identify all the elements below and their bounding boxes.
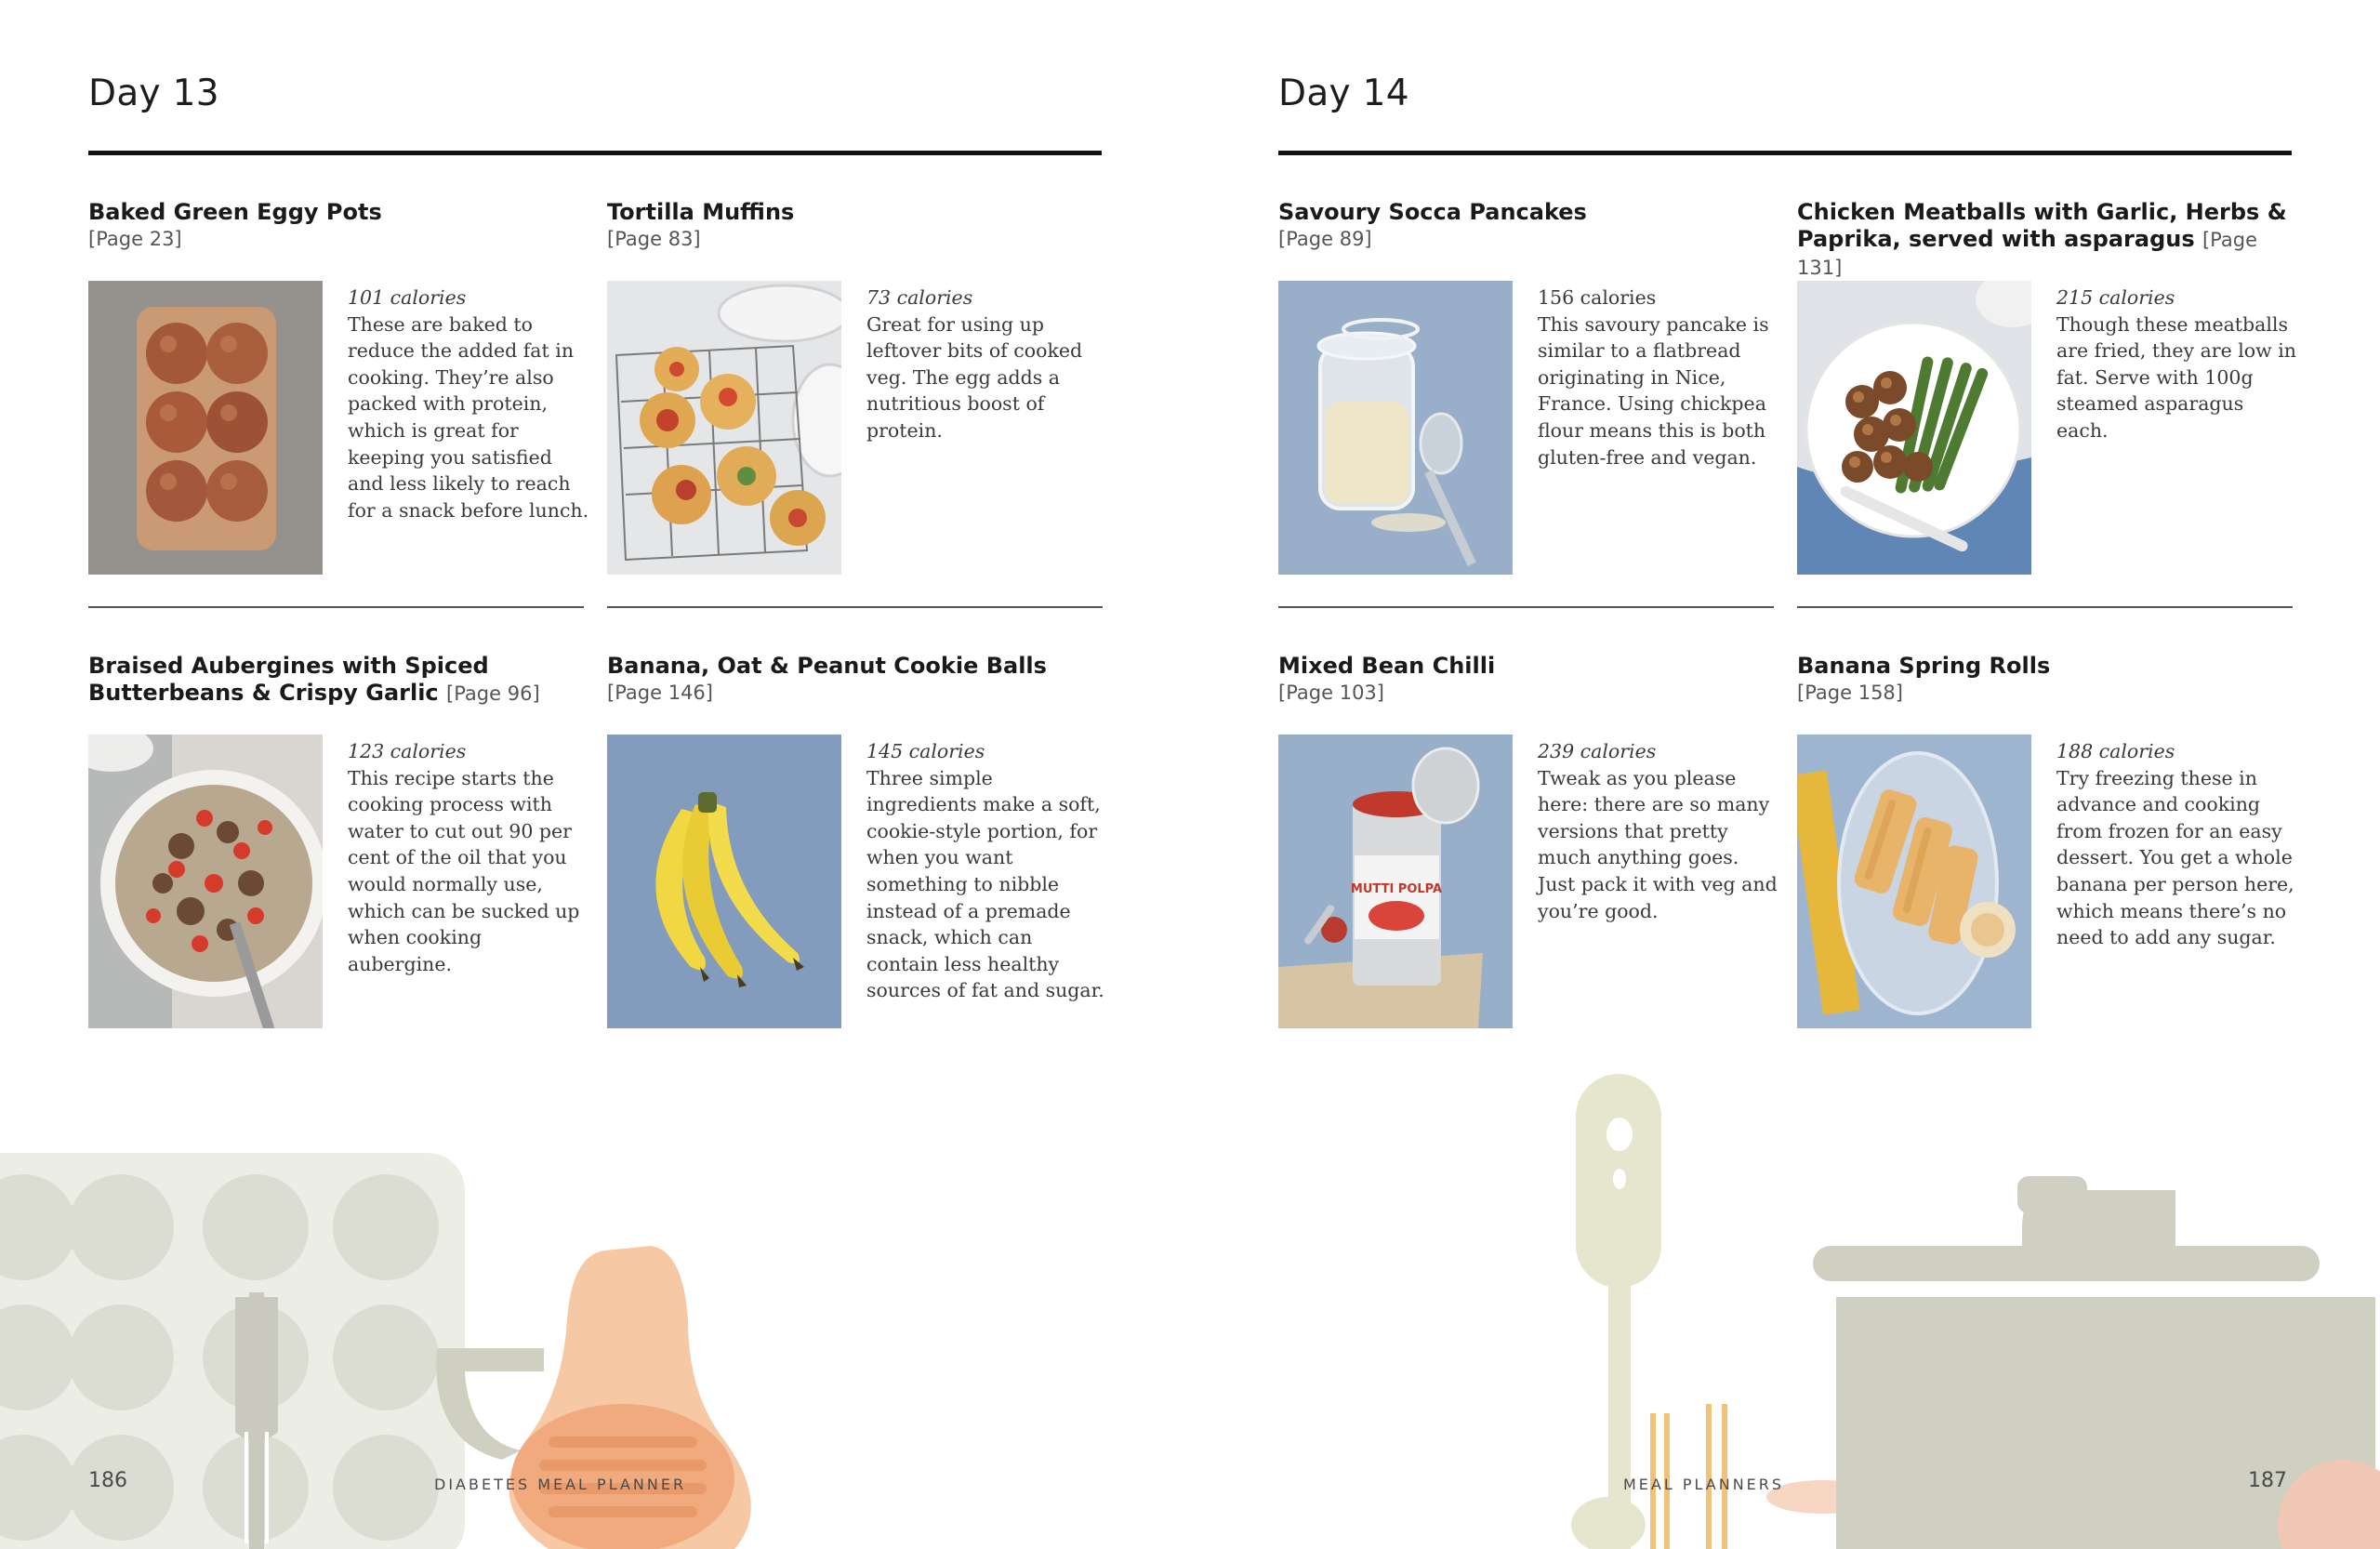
recipe-calories: 145 calories — [866, 740, 985, 762]
row-divider — [88, 606, 584, 608]
day-divider — [1278, 151, 2292, 155]
recipe-title — [88, 653, 584, 708]
recipe-page-ref: [Page 158] — [1797, 682, 1903, 704]
recipe-title: Mixed Bean Chilli — [1278, 653, 1496, 679]
recipe-calories: 239 calories — [1538, 740, 1657, 762]
recipe-description: Try freezing these in advance and cooking from frozen for an easy dessert. You get a whole banana per person here, which means there’s no need to add any sugar. — [2056, 766, 2294, 949]
recipe-description: Though these meatballs are fried, they are low in fat. Serve with 100g steamed asparagus each. — [2056, 312, 2296, 442]
recipe-calories: 101 calories — [348, 286, 467, 309]
recipe-page-ref: [Page 89] — [1278, 228, 1372, 250]
recipe-card — [607, 653, 1104, 1002]
row-divider — [607, 606, 1103, 608]
recipe-title: Baked Green Eggy Pots — [88, 199, 382, 225]
recipe-title — [1797, 199, 2293, 282]
eggs-in-carton-photo — [88, 281, 323, 575]
recipe-card — [88, 653, 584, 975]
recipe-card — [1278, 199, 1774, 469]
tortilla-muffins-photo — [607, 281, 841, 575]
recipe-card — [1278, 653, 1778, 922]
running-title-left: DIABETES MEAL PLANNER — [434, 1476, 687, 1493]
recipe-title-text: Braised Aubergines with Spiced Butterbeans & Crispy Garlic — [88, 653, 489, 706]
chicken-meatballs-photo — [1797, 281, 2031, 575]
chickpea-flour-jar-photo — [1278, 281, 1513, 575]
recipe-page-ref: [Page 131] — [1797, 229, 2258, 279]
row-divider — [1278, 606, 1774, 608]
page-number-left: 186 — [88, 1469, 127, 1492]
recipe-title: Banana, Oat & Peanut Cookie Balls — [607, 653, 1047, 679]
recipe-page-ref: [Page 96] — [446, 682, 540, 705]
page-number-right: 187 — [2248, 1469, 2287, 1492]
recipe-calories: 123 calories — [348, 740, 467, 762]
recipe-page-ref: [Page 23] — [88, 228, 182, 250]
recipe-calories: 215 calories — [2056, 286, 2175, 309]
recipe-page-ref: [Page 83] — [607, 228, 701, 250]
recipe-card — [1797, 653, 2294, 949]
recipe-title-text: Chicken Meatballs with Garlic, Herbs & Paprika, served with asparagus — [1797, 199, 2287, 252]
day-title: Day 14 — [1278, 73, 1409, 114]
banana-spring-rolls-photo — [1797, 735, 2031, 1028]
recipe-page-ref: [Page 103] — [1278, 682, 1384, 704]
braised-aubergines-photo — [88, 735, 323, 1028]
recipe-title: Savoury Socca Pancakes — [1278, 199, 1587, 225]
day-title: Day 13 — [88, 73, 219, 114]
recipe-description: Tweak as you please here: there are so many versions that pretty much anything goes. Just pack it with veg and you’re good. — [1538, 766, 1778, 922]
recipe-card — [607, 199, 1103, 442]
running-title-right: MEAL PLANNERS — [1623, 1476, 1785, 1493]
recipe-page-ref: [Page 146] — [607, 682, 713, 704]
recipe-description: This savoury pancake is similar to a flatbread originating in Nice, France. Using chickpea flour means this is both gluten-free and vegan. — [1538, 312, 1769, 469]
tin-label-text: MUTTI POLPA — [1350, 882, 1443, 896]
tomato-tin-photo — [1278, 735, 1513, 1028]
recipe-description: Three simple ingredients make a soft, cookie-style portion, for when you want something to nibble instead of a premade snack, which can contain less healthy sources of fat and sugar. — [866, 766, 1104, 1002]
left-page — [88, 0, 1102, 1549]
recipe-card — [88, 199, 589, 522]
bananas-photo — [607, 735, 841, 1028]
recipe-calories: 188 calories — [2056, 740, 2175, 762]
recipe-description: These are baked to reduce the added fat in cooking. They’re also packed with protein, which is great for keeping you satisfied and less likely to reach for a snack before lunch. — [348, 312, 589, 522]
right-page — [1278, 0, 2296, 1549]
recipe-calories: 73 calories — [866, 286, 973, 309]
row-divider — [1797, 606, 2293, 608]
recipe-description: Great for using up leftover bits of cooked veg. The egg adds a nutritious boost of protein. — [866, 312, 1083, 442]
recipe-card — [1797, 199, 2296, 442]
day-divider — [88, 151, 1102, 155]
recipe-calories: 156 calories — [1538, 286, 1657, 309]
recipe-title: Banana Spring Rolls — [1797, 653, 2051, 679]
recipe-title: Tortilla Muffins — [607, 199, 795, 225]
recipe-description: This recipe starts the cooking process with water to cut out 90 per cent of the oil that you would normally use, which can be sucked up when cooking aubergine. — [348, 766, 580, 975]
